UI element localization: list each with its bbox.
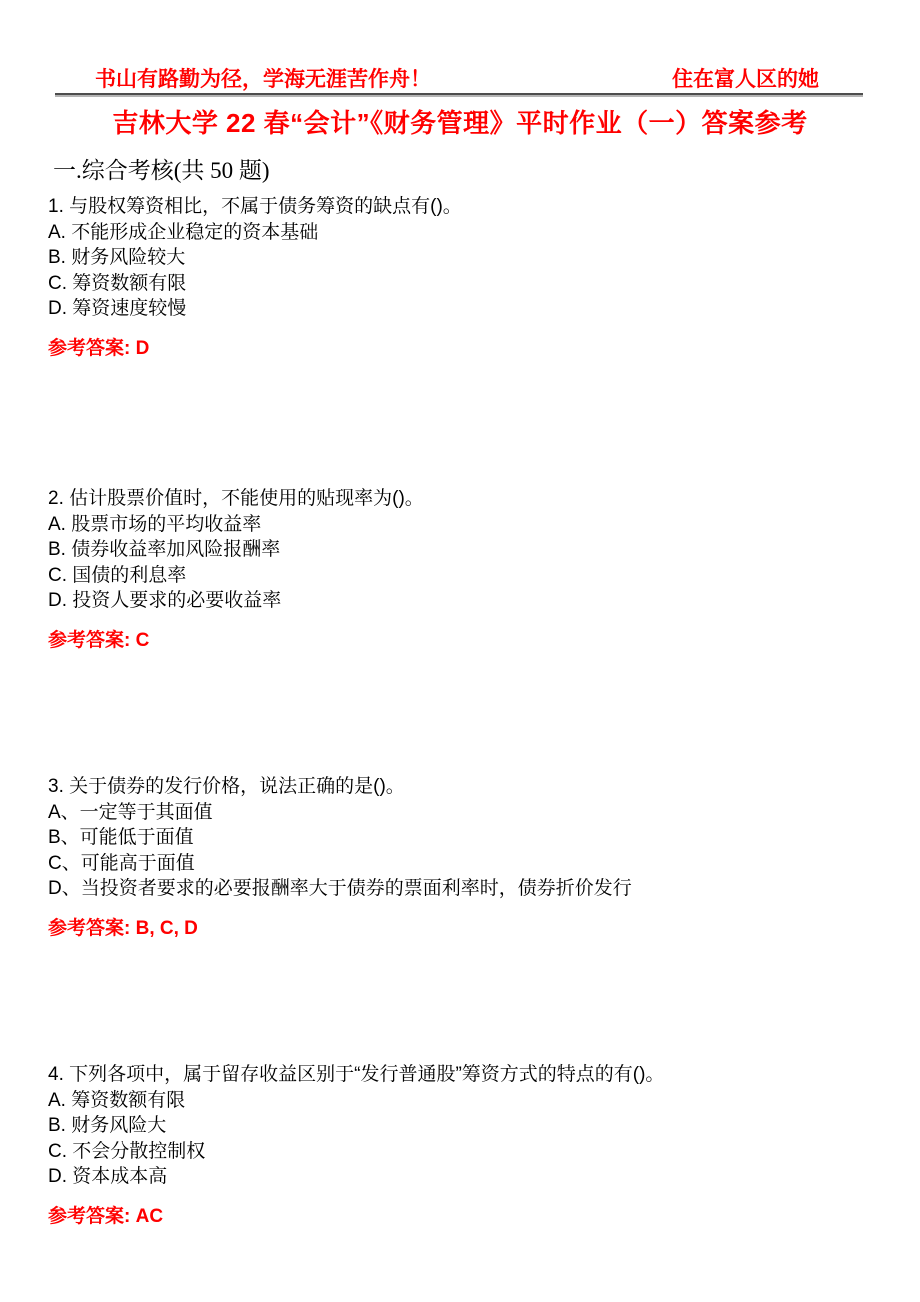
answer-label: 参考答案:	[48, 629, 136, 651]
question-3-text: 3. 关于债券的发行价格，说法正确的是()。	[48, 776, 405, 797]
question-3-option-b: B、可能低于面值	[48, 827, 194, 848]
question-4-option-b: B. 财务风险大	[48, 1115, 167, 1136]
header-slogan-right: 住在富人区的她	[672, 67, 819, 91]
question-1-text: 1. 与股权筹资相比，不属于债务筹资的缺点有()。	[48, 196, 462, 217]
question-4-option-a: A. 筹资数额有限	[48, 1089, 186, 1111]
question-2-option-b: B. 债券收益率加风险报酬率	[48, 539, 281, 560]
question-2-answer-line	[48, 628, 873, 654]
question-4-text: 4. 下列各项中，属于留存收益区别于“发行普通股”筹资方式的特点的有()。	[48, 1064, 665, 1085]
question-3-option-c: C、可能高于面值	[48, 852, 195, 874]
question-2-option-c: C. 国债的利息率	[48, 564, 187, 586]
answer-label: 参考答案:	[48, 337, 136, 359]
page-title: 吉林大学 22 春“会计”《财务管理》平时作业（一）答案参考	[112, 108, 808, 138]
question-block-3	[48, 774, 873, 941]
question-block-1	[48, 194, 873, 361]
answer-label: 参考答案:	[48, 917, 136, 939]
question-block-4	[48, 1062, 873, 1229]
answer-value: D	[135, 337, 150, 359]
question-block-2	[48, 486, 873, 653]
section-heading: 一.综合考核(共 50 题)	[53, 158, 270, 183]
question-1-option-a: A. 不能形成企业稳定的资本基础	[48, 221, 319, 243]
question-2-option-d: D. 投资人要求的必要收益率	[48, 590, 282, 611]
question-4-answer-line	[48, 1204, 873, 1230]
question-1-option-c: C. 筹资数额有限	[48, 272, 187, 294]
header-divider	[55, 93, 863, 95]
answer-value: C	[135, 629, 150, 651]
question-4-option-c: C. 不会分散控制权	[48, 1140, 206, 1162]
question-3-answer-line	[48, 916, 873, 942]
header-slogan-left: 书山有路勤为径，学海无涯苦作舟！	[95, 67, 431, 91]
answer-value: B, C, D	[135, 917, 198, 939]
question-2-option-a: A. 股票市场的平均收益率	[48, 513, 262, 535]
question-1-answer-line	[48, 336, 873, 362]
question-3-option-a: A、一定等于其面值	[48, 801, 213, 823]
question-2-text: 2. 估计股票价值时，不能使用的贴现率为()。	[48, 488, 424, 509]
question-3-option-d: D、当投资者要求的必要报酬率大于债券的票面利率时，债券折价发行	[48, 878, 632, 899]
question-4-option-d: D. 资本成本高	[48, 1166, 168, 1187]
answer-value: AC	[135, 1205, 164, 1227]
answer-label: 参考答案:	[48, 1205, 136, 1227]
question-1-option-b: B. 财务风险较大	[48, 247, 186, 268]
question-1-option-d: D. 筹资速度较慢	[48, 298, 187, 319]
